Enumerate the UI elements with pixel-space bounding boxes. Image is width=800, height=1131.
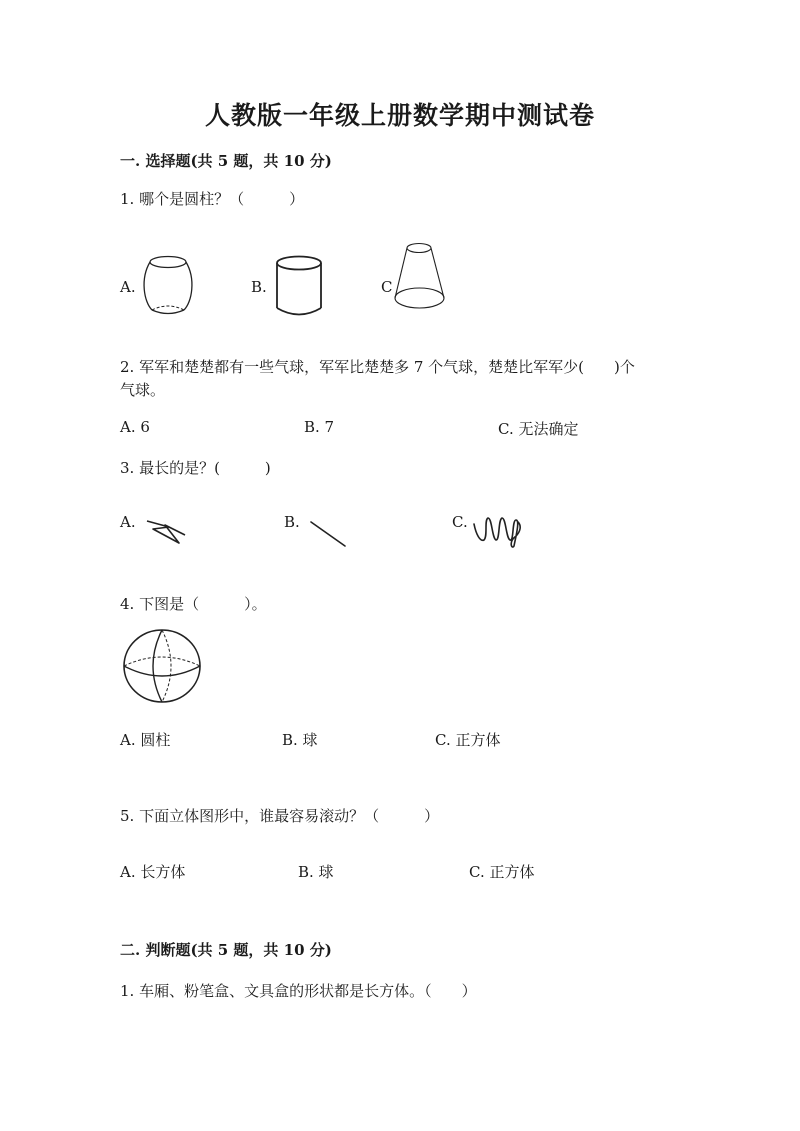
q3-option-c[interactable]: C. <box>452 513 468 531</box>
question-5-text: 5. 下面立体图形中，谁最容易滚动？（ ） <box>120 807 440 825</box>
q2-option-c[interactable]: C. 无法确定 <box>498 420 579 438</box>
q3-option-a[interactable]: A. <box>120 513 136 531</box>
q1-option-b[interactable]: B. <box>251 278 267 296</box>
q3-option-b[interactable]: B. <box>284 513 300 531</box>
straight-line-icon <box>308 518 350 550</box>
barrel-icon <box>142 254 194 316</box>
question-2-text-line1: 2. 军军和楚楚都有一些气球，军军比楚楚多 7 个气球，楚楚比军军少( )个 <box>120 358 635 376</box>
q1-option-a[interactable]: A. <box>120 278 136 296</box>
q4-option-c[interactable]: C. 正方体 <box>435 731 501 749</box>
question-1-text: 1. 哪个是圆柱？（ ） <box>120 190 305 208</box>
q1-option-c[interactable]: C <box>381 278 393 296</box>
section-heading-choice: 一. 选择题(共 5 题，共 10 分) <box>120 152 332 170</box>
q4-option-a[interactable]: A. 圆柱 <box>120 731 171 749</box>
q5-option-b[interactable]: B. 球 <box>298 863 334 881</box>
curly-line-icon <box>472 512 530 552</box>
q5-option-c[interactable]: C. 正方体 <box>469 863 535 881</box>
q4-option-b[interactable]: B. 球 <box>282 731 318 749</box>
q5-option-a[interactable]: A. 长方体 <box>120 863 186 881</box>
zigzag-line-icon <box>145 515 191 547</box>
question-2-text-line2: 气球。 <box>120 381 166 399</box>
tf-question-1-text: 1. 车厢、粉笔盒、文具盒的形状都是长方体。（ ） <box>120 982 477 1000</box>
cylinder-icon <box>274 254 324 318</box>
sphere-icon <box>122 628 204 704</box>
q2-option-b[interactable]: B. 7 <box>304 418 335 436</box>
section-heading-true-false: 二. 判断题(共 5 题，共 10 分) <box>120 941 332 959</box>
q2-option-a[interactable]: A. 6 <box>120 418 150 436</box>
page-title: 人教版一年级上册数学期中测试卷 <box>204 101 595 130</box>
question-4-text: 4. 下图是（ ）。 <box>120 595 267 613</box>
question-3-text: 3. 最长的是？( ) <box>120 459 271 477</box>
cone-cup-icon <box>392 240 450 314</box>
